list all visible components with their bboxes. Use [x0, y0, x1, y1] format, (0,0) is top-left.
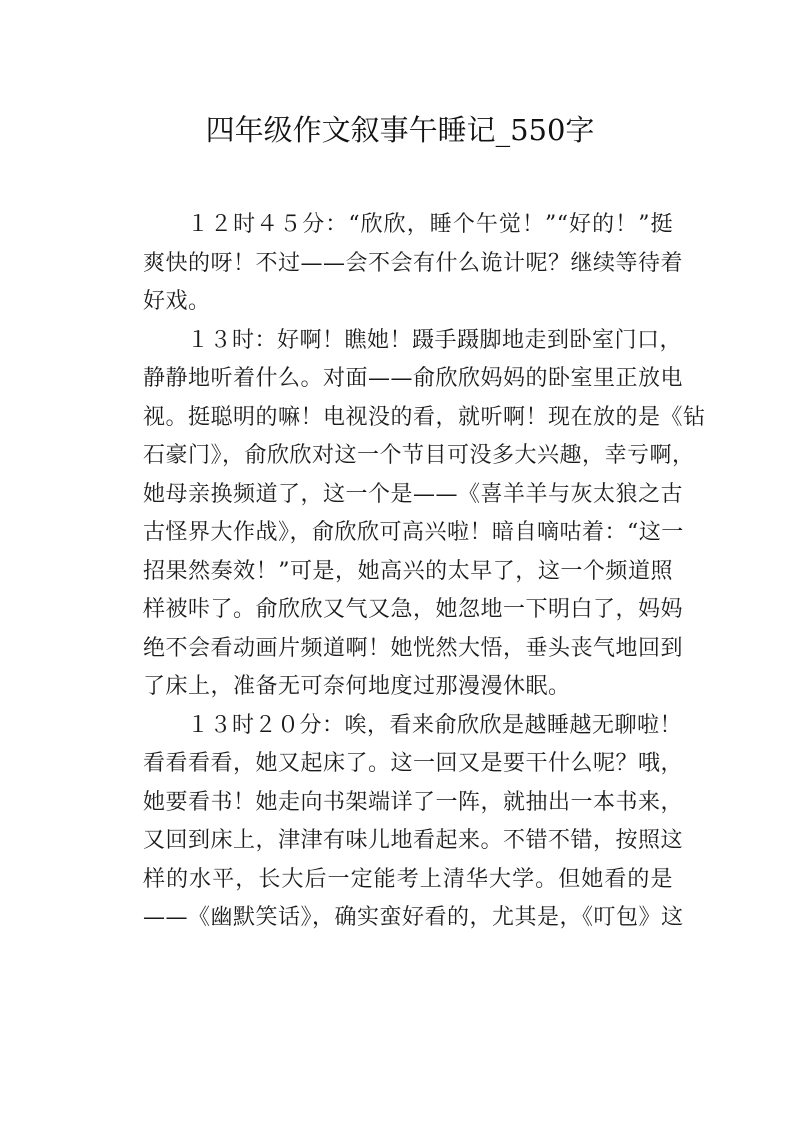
- paragraph-2-line-4: 石豪门》，俞欣欣对这一个节目可没多大兴趣，幸亏啊，: [143, 443, 695, 468]
- paragraph-2-line-3: 视。挺聪明的嘛！电视没的看，就听啊！现在放的是《钻: [143, 404, 706, 430]
- paragraph-2-line-5: 她母亲换频道了，这一个是——《喜羊羊与灰太狼之古: [143, 481, 684, 507]
- paragraph-2-line-6: 古怪界大作战》，俞欣欣可高兴啦！暗自嘀咕着：“这一: [143, 520, 684, 545]
- paragraph-2-line-7: 招果然奏效！”可是，她高兴的太早了，这一个频道照: [143, 558, 673, 584]
- paragraph-2-line-10: 了床上，准备无可奈何地度过那漫漫休眠。: [143, 674, 571, 699]
- paragraph-3-line-6: ——《幽默笑话》，确实蛮好看的，尤其是，《叮包》这: [143, 905, 684, 930]
- document-body: [143, 206, 706, 938]
- paragraph-1-line-1: １２时４５分：“欣欣，睡个午觉！”“好的！”挺: [187, 212, 673, 237]
- paragraph-3-line-4: 又回到床上，津津有味儿地看起来。不错不错，按照这: [143, 828, 684, 853]
- paragraph-3-line-5: 样的水平，长大后一定能考上清华大学。但她看的是: [143, 866, 673, 892]
- paragraph-2-line-8: 样被咔了。俞欣欣又气又急，她忽地一下明白了，妈妈: [143, 597, 684, 622]
- paragraph-3-line-2: 看看看看，她又起床了。这一回又是要干什么呢？哦，: [143, 751, 684, 776]
- document-title: 四年级作文叙事午睡记_550字: [205, 113, 595, 147]
- paragraph-1-line-3: 好戏。: [143, 289, 211, 314]
- paragraph-2-line-1: １３时：好啊！瞧她！蹑手蹑脚地走到卧室门口，: [187, 327, 683, 353]
- paragraph-2-line-9: 绝不会看动画片频道啊！她恍然大悟，垂头丧气地回到: [143, 635, 684, 661]
- paragraph-3-line-1: １３时２０分：唉，看来俞欣欣是越睡越无聊啦！: [187, 712, 683, 738]
- paragraph-1-line-2: 爽快的呀！不过——会不会有什么诡计呢？继续等待着: [143, 250, 684, 276]
- paragraph-3-line-3: 她要看书！她走向书架端详了一阵，就抽出一本书来，: [143, 789, 684, 815]
- paragraph-2-line-2: 静静地听着什么。对面——俞欣欣妈妈的卧室里正放电: [143, 366, 684, 391]
